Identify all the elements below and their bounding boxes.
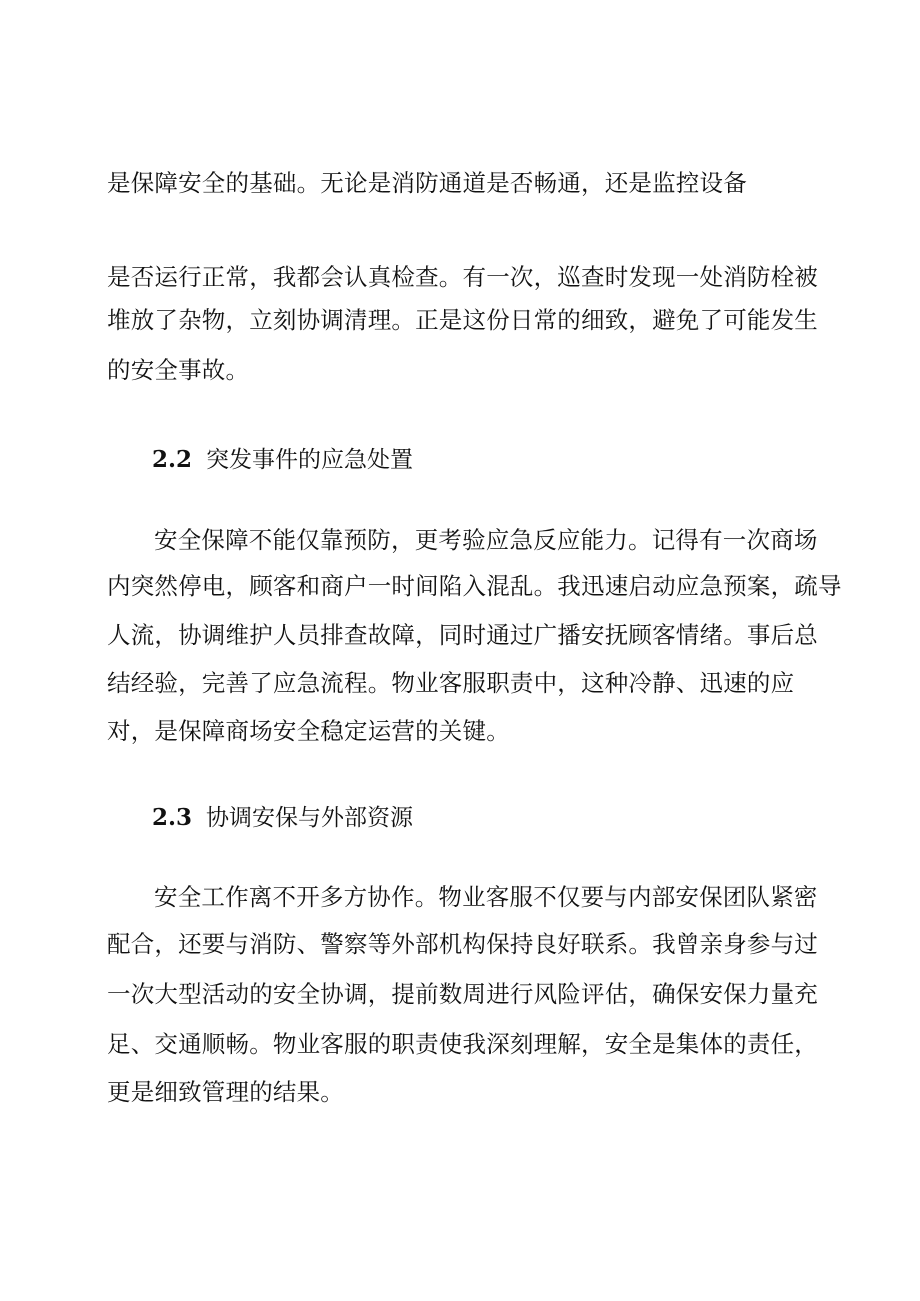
- section-number: 2.3: [152, 804, 193, 831]
- section-heading-2-3: [152, 803, 413, 833]
- section-title: 协调安保与外部资源: [206, 805, 414, 831]
- section-number: 2.2: [152, 446, 193, 473]
- paragraph-line: 对，是保障商场安全稳定运营的关键。: [107, 717, 510, 745]
- paragraph-line: 的安全事故。: [107, 356, 250, 384]
- paragraph-line: 一次大型活动的安全协调，提前数周进行风险评估，确保安保力量充: [107, 980, 818, 1008]
- paragraph-line: 足、交通顺畅。物业客服的职责使我深刻理解，安全是集体的责任，: [107, 1030, 818, 1058]
- paragraph-line: 人流，协调维护人员排查故障，同时通过广播安抚顾客情绪。事后总: [107, 621, 818, 649]
- paragraph-line: 内突然停电，顾客和商户一时间陷入混乱。我迅速启动应急预案，疏导: [107, 572, 842, 600]
- paragraph-line: 配合，还要与消防、警察等外部机构保持良好联系。我曾亲身参与过: [107, 930, 818, 958]
- section-heading-2-2: [152, 445, 413, 475]
- paragraph-line: 安全保障不能仅靠预防，更考验应急反应能力。记得有一次商场: [154, 526, 818, 554]
- section-title: 突发事件的应急处置: [206, 447, 414, 473]
- paragraph-line: 安全工作离不开多方协作。物业客服不仅要与内部安保团队紧密: [154, 883, 818, 911]
- paragraph-line: 堆放了杂物，立刻协调清理。正是这份日常的细致，避免了可能发生: [107, 306, 818, 334]
- paragraph-line: 是否运行正常，我都会认真检查。有一次，巡查时发现一处消防栓被: [107, 263, 818, 291]
- paragraph-line: 结经验，完善了应急流程。物业客服职责中，这种冷静、迅速的应: [107, 669, 795, 697]
- paragraph-line: 是保障安全的基础。无论是消防通道是否畅通，还是监控设备: [107, 169, 747, 197]
- paragraph-line: 更是细致管理的结果。: [107, 1078, 344, 1106]
